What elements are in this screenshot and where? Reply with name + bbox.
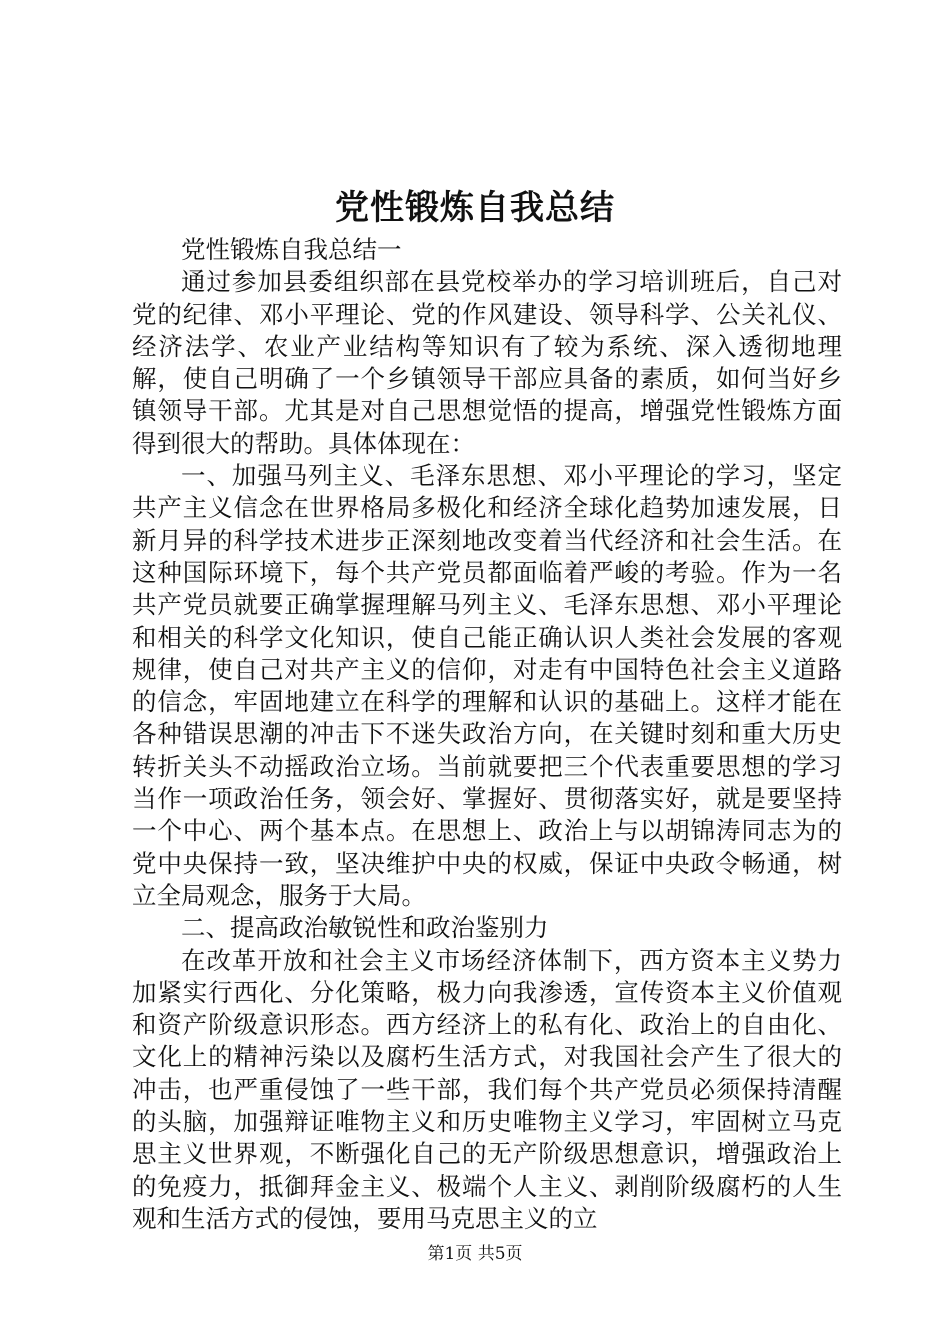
document-body <box>132 234 842 1235</box>
document-title: 党性锻炼自我总结 <box>335 188 615 228</box>
paragraph-section-one: 一、加强马列主义、毛泽东思想、邓小平理论的学习，坚定共产主义信念在世界格局多极化和经济全球化趋势加速发展，日新月异的科学技术进步正深刻地改变着当代经济和社会生活。在这种国际环境下，每个共产党员都面临着严峻的考验。作为一名共产党员就要正确掌握理解马列主义、毛泽东思想、邓小平理论和相关的科学文化知识，使自己能正确认识人类社会发展的客观规律，使自己对共产主义的信仰，对走有中国特色社会主义道路的信念，牢固地建立在科学的理解和认识的基础上。这样才能在各种错误思潮的冲击下不迷失政治方向，在关键时刻和重大历史转折关头不动摇政治立场。当前就要把三个代表重要思想的学习当作一项政治任务，领会好、掌握好、贯彻落实好，就是要坚持一个中心、两个基本点。在思想上、政治上与以胡锦涛同志为的党中央保持一致，坚决维护中央的权威，保证中央政令畅通，树立全局观念，服务于大局。 <box>132 461 842 910</box>
page-footer: 第1页 共5页 <box>427 1244 523 1264</box>
paragraph-section-two-heading: 二、提高政治敏锐性和政治鉴别力 <box>181 913 549 943</box>
paragraph-section-two-body: 在改革开放和社会主义市场经济体制下，西方资本主义势力加紧实行西化、分化策略，极力向我渗透，宣传资本主义价值观和资产阶级意识形态。西方经济上的私有化、政治上的自由化、文化上的精神污染以及腐朽生活方式，对我国社会产生了很大的冲击，也严重侵蚀了一些干部，我们每个共产党员必须保持清醒的头脑，加强辩证唯物主义和历史唯物主义学习，牢固树立马克思主义世界观，不断强化自己的无产阶级思想意识，增强政治上的免疫力，抵御拜金主义、极端个人主义、剥削阶级腐朽的人生观和生活方式的侵蚀，要用马克思主义的立 <box>132 945 842 1233</box>
paragraph-intro: 通过参加县委组织部在县党校举办的学习培训班后，自己对党的纪律、邓小平理论、党的作风建设、领导科学、公关礼仪、经济法学、农业产业结构等知识有了较为系统、深入透彻地理解，使自己明确了一个乡镇领导干部应具备的素质，如何当好乡镇领导干部。尤其是对自己思想觉悟的提高，增强党性锻炼方面得到很大的帮助。具体体现在： <box>132 267 842 458</box>
paragraph-subtitle: 党性锻炼自我总结一 <box>181 235 402 264</box>
